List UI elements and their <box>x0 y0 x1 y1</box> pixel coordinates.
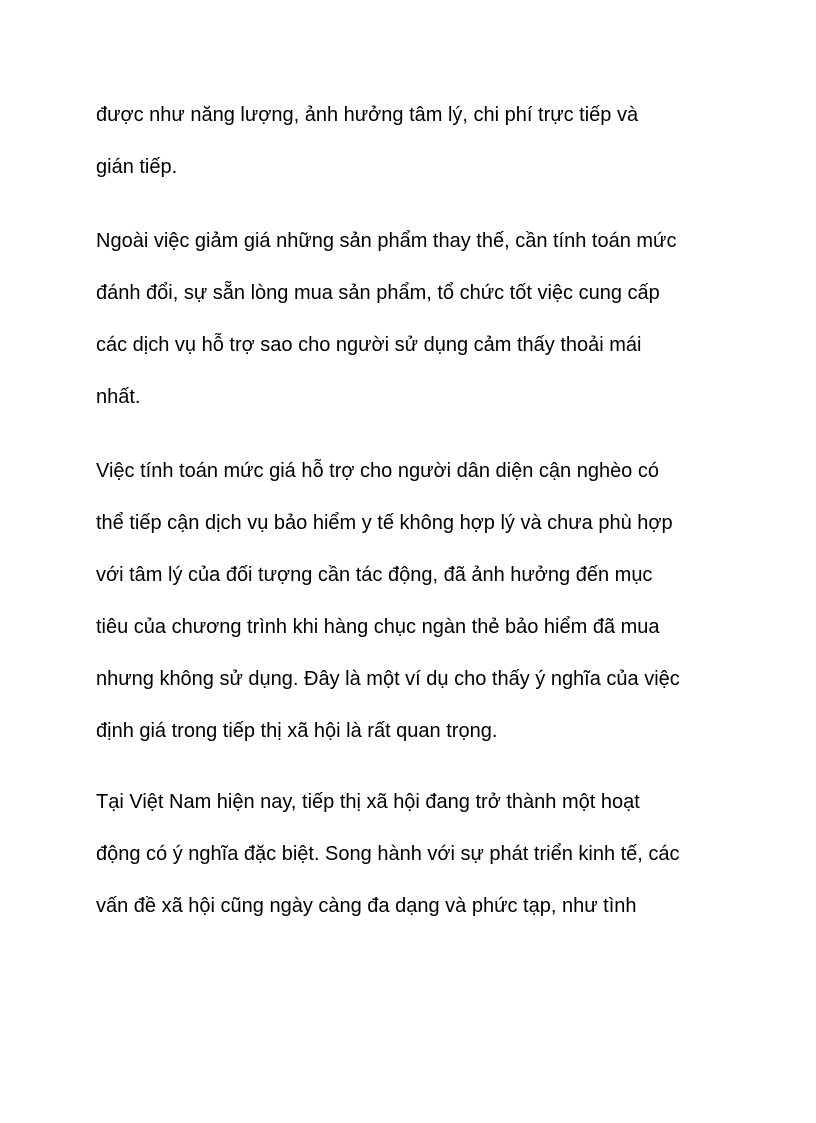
text-line: Việc tính toán mức giá hỗ trợ cho người dân diện cận nghèo có <box>96 460 659 482</box>
text-line: gián tiếp. <box>96 156 178 178</box>
text-line: đánh đổi, sự sẵn lòng mua sản phẩm, tổ chức tốt việc cung cấp <box>96 282 660 304</box>
text-line: với tâm lý của đối tượng cần tác động, đã ảnh hưởng đến mục <box>96 564 653 586</box>
text-line: tiêu của chương trình khi hàng chục ngàn thẻ bảo hiểm đã mua <box>96 616 660 638</box>
text-line: vấn đề xã hội cũng ngày càng đa dạng và phức tạp, như tình <box>96 895 637 917</box>
text-line: nhưng không sử dụng. Đây là một ví dụ cho thấy ý nghĩa của việc <box>96 668 680 690</box>
text-line: nhất. <box>96 386 141 408</box>
paragraph-4 <box>96 776 680 932</box>
text-line: định giá trong tiếp thị xã hội là rất quan trọng. <box>96 720 498 742</box>
paragraph-3 <box>96 445 680 757</box>
text-line: thể tiếp cận dịch vụ bảo hiểm y tế không hợp lý và chưa phù hợp <box>96 512 673 534</box>
text-line: động có ý nghĩa đặc biệt. Song hành với sự phát triển kinh tế, các <box>96 843 680 865</box>
text-line: được như năng lượng, ảnh hưởng tâm lý, chi phí trực tiếp và <box>96 104 639 126</box>
text-line: các dịch vụ hỗ trợ sao cho người sử dụng cảm thấy thoải mái <box>96 334 642 356</box>
text-line: Ngoài việc giảm giá những sản phẩm thay thế, cần tính toán mức <box>96 230 677 252</box>
paragraph-2 <box>96 215 676 423</box>
paragraph-1 <box>96 89 638 193</box>
text-line: Tại Việt Nam hiện nay, tiếp thị xã hội đang trở thành một hoạt <box>96 791 640 813</box>
